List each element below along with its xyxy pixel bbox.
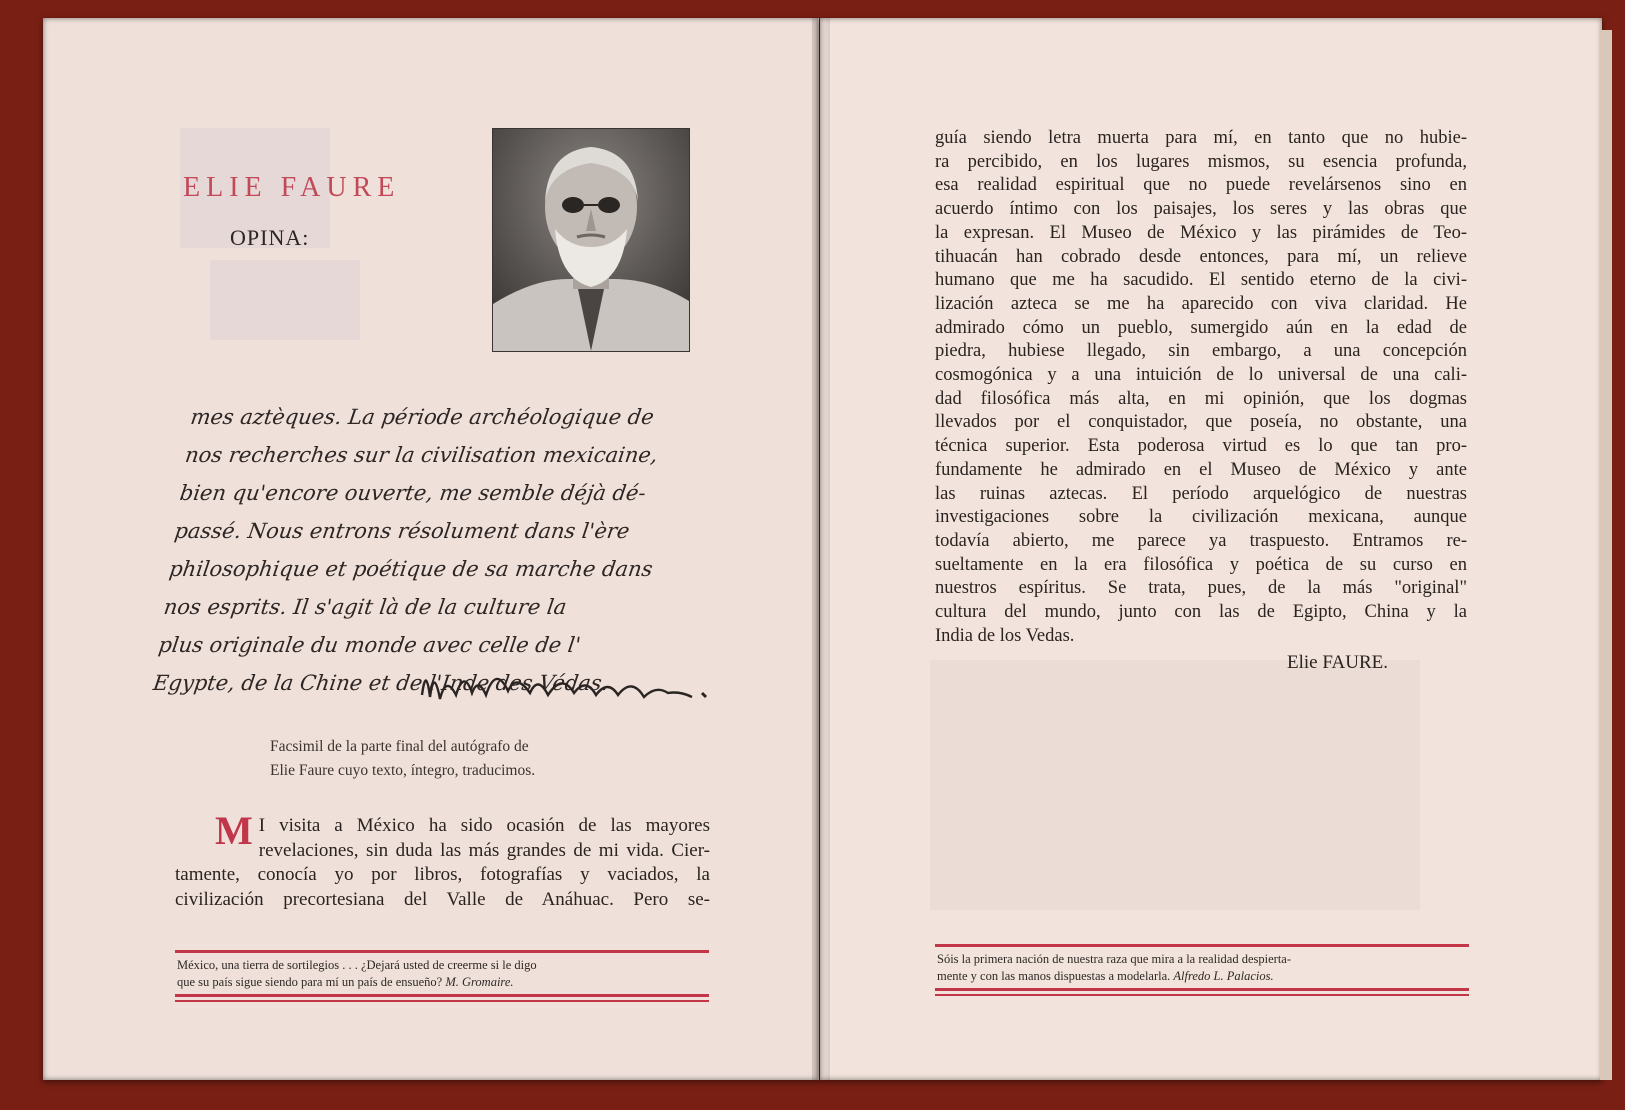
footer-quote-left: [175, 950, 709, 997]
author-name: ELIE FAURE: [183, 172, 401, 203]
book-spine: [812, 18, 830, 1080]
body-line: tamente, conocía yo por libros, fotografías y vaciados, la: [175, 864, 710, 885]
body-line: la expresan. El Museo de México y las pirámides de Teo-: [935, 222, 1467, 243]
double-rule: [935, 994, 1469, 996]
signoff: Elie FAURE.: [1287, 652, 1388, 673]
page-edge: [1600, 30, 1612, 1080]
body-line: cultura del mundo, junto con las de Egipto, China y la: [935, 602, 1467, 623]
body-line: ra percibido, en los lugares mismos, su esencia profunda,: [935, 151, 1467, 172]
quote-attribution: Alfredo L. Palacios.: [1173, 969, 1274, 983]
body-line: tihuacán han cobrado desde entonces, para mí, un relieve: [935, 246, 1467, 267]
body-line: sueltamente en la era filosófica y poética de su curso en: [935, 554, 1467, 575]
translation-body-left: [175, 808, 710, 912]
body-line: India de los Vedas.: [935, 625, 1075, 646]
body-line: revelaciones, sin duda las más grandes de mi vida. Cier-: [258, 839, 710, 861]
show-through-mark: [930, 660, 1420, 910]
body-line: esa realidad espiritual que no puede revelársenos sino en: [935, 175, 1467, 196]
quote-line: México, una tierra de sortilegios . . . ¿Dejará usted de creerme si le digo: [177, 958, 537, 972]
body-line: piedra, hubiese llegado, sin embargo, a una concepción: [935, 341, 1467, 362]
body-line: técnica superior. Esta poderosa virtud es lo que tan pro-: [935, 436, 1467, 457]
footer-quote-right: [935, 944, 1469, 991]
body-line: I visita a México ha sido ocasión de las mayores: [258, 815, 710, 836]
body-line: admirado cómo un pueblo, sumergido aún en la edad de: [935, 317, 1467, 338]
author-portrait: [492, 128, 690, 352]
body-line: guía siendo letra muerta para mí, en tanto que no hubie-: [935, 128, 1467, 148]
body-line: llevados por el conquistador, que poseía, no obstante, una: [935, 412, 1467, 433]
body-line: dad filosófica más alta, en mi opinión, que los dogmas: [935, 388, 1467, 409]
body-line: humano que me ha sacudido. El sentido eterno de la civi-: [935, 270, 1467, 291]
quote-attribution: M. Gromaire.: [445, 975, 514, 989]
handwriting-line: passé. Nous entrons résolument dans l'ère: [172, 519, 632, 543]
author-signature: [412, 655, 732, 715]
quote-line: mente y con las manos dispuestas a modelarla.: [937, 969, 1171, 983]
quote-line: que su país sigue siendo para mí un país de ensueño?: [177, 975, 443, 989]
handwriting-line: nos recherches sur la civilisation mexicaine,: [183, 443, 660, 467]
handwriting-line: mes aztèques. La période archéologique de: [189, 405, 656, 429]
show-through-mark: [210, 260, 360, 340]
body-line: fundamente he admirado en el Museo de México y ante: [935, 459, 1467, 480]
body-line: cosmogónica y a una intuición de lo universal de una cali-: [935, 365, 1467, 386]
body-line: todavía abierto, me parece ya traspuesto. Entramos re-: [935, 530, 1467, 551]
handwriting-line: nos esprits. Il s'agit là de la culture la: [162, 595, 569, 619]
facsimile-caption: [270, 735, 630, 783]
drop-cap: M: [215, 808, 253, 853]
body-line: investigaciones sobre la civilización mexicana, aunque: [935, 507, 1467, 528]
body-line: acuerdo íntimo con los paisajes, los seres y las obras que: [935, 199, 1467, 220]
body-line: nuestros espíritus. Se trata, pues, de la más "original": [935, 578, 1467, 599]
handwriting-line: Egypte, de la Chine et de l'Inde des Védas.: [151, 671, 611, 695]
quote-line: Sóis la primera nación de nuestra raza que mira a la realidad despierta-: [937, 952, 1292, 966]
caption-line: Elie Faure cuyo texto, íntegro, traducimos.: [270, 762, 536, 779]
body-line: civilización precortesiana del Valle de Anáhuac. Pero se-: [175, 888, 710, 910]
body-line: lización azteca se me ha aparecido con viva claridad. He: [935, 293, 1467, 314]
body-line: las ruinas aztecas. El período arquelógico de nuestras: [935, 483, 1467, 504]
translation-body-right: [935, 127, 1467, 648]
caption-line: Facsimil de la parte final del autógrafo de: [270, 738, 529, 755]
handwriting-line: plus originale du monde avec celle de l': [156, 633, 583, 657]
double-rule: [175, 1000, 709, 1002]
handwriting-line: bien qu'encore ouverte, me semble déjà dé-: [178, 481, 648, 505]
opina-label: OPINA:: [230, 225, 310, 250]
handwriting-line: philosophique et poétique de sa marche dans: [167, 557, 655, 581]
